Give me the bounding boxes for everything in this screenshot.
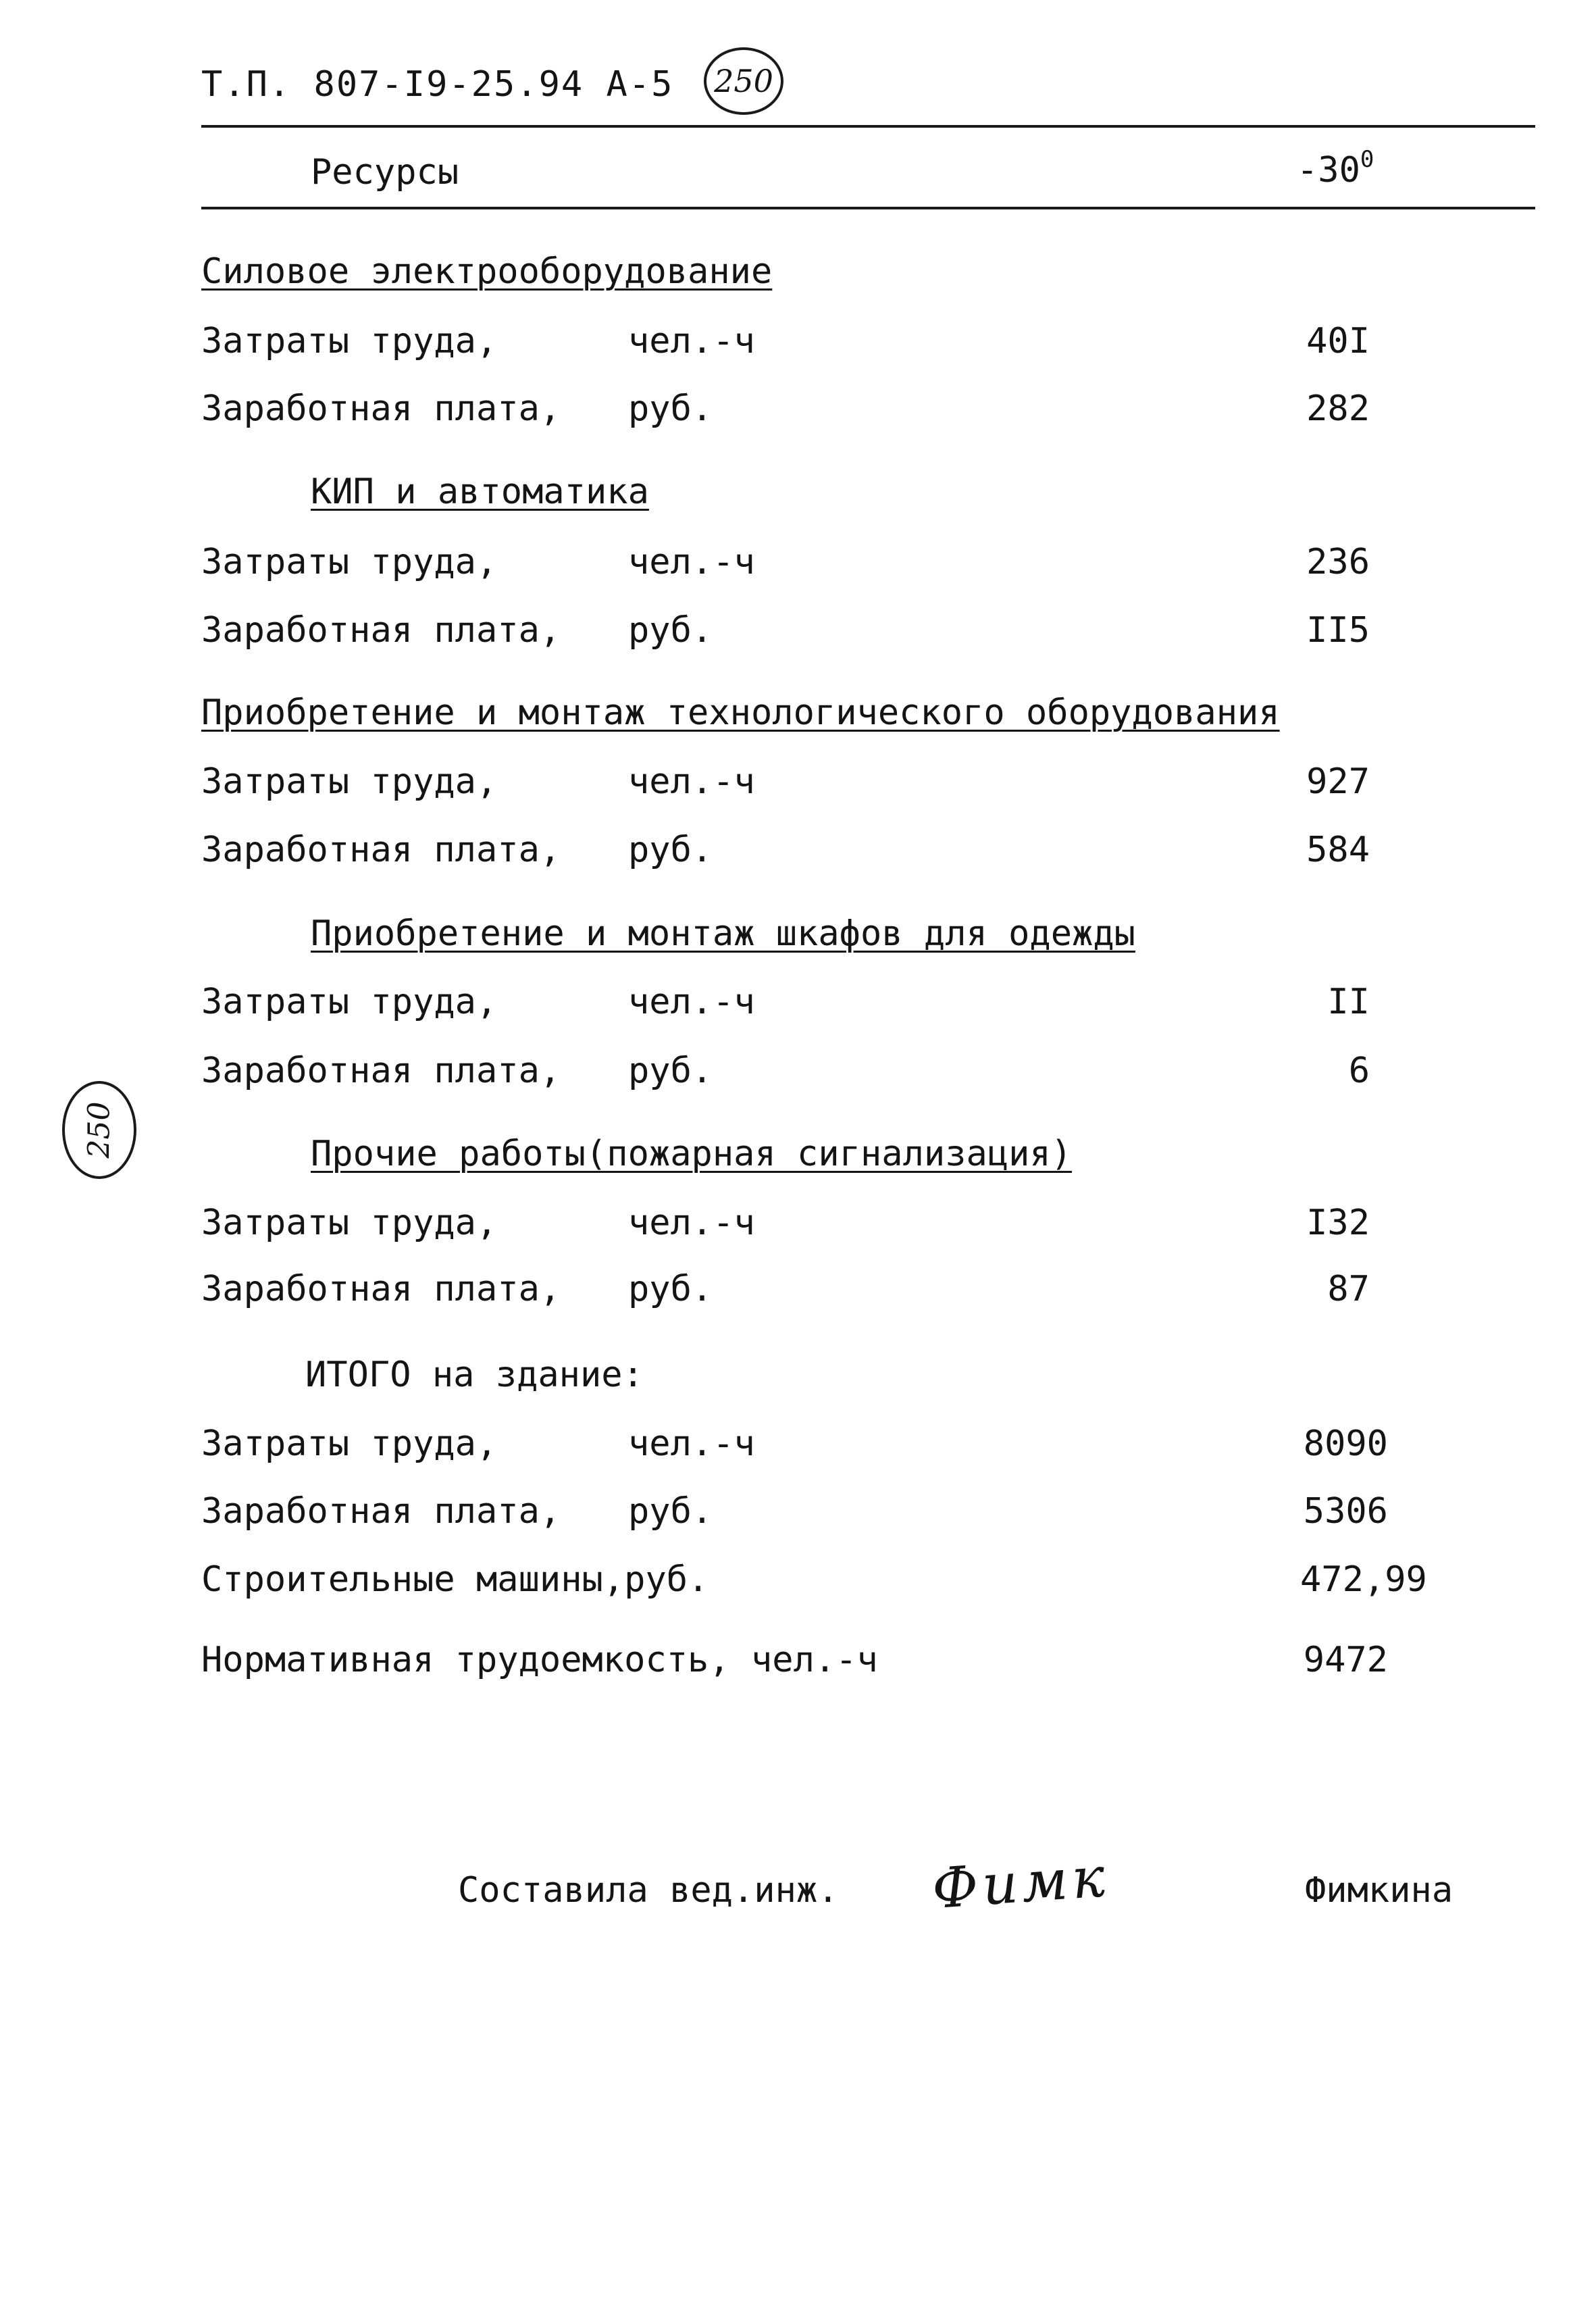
row-unit: руб.	[628, 1051, 713, 1091]
row-label: Затраты труда,	[201, 542, 498, 582]
totals-title: ИТОГО на здание:	[305, 1355, 644, 1395]
section-title: Силовое электрооборудование	[201, 251, 773, 292]
row-label: Заработная плата,	[201, 388, 561, 429]
row-value: 472,99	[1300, 1559, 1427, 1600]
row-value: 6	[1348, 1051, 1370, 1091]
top-rule	[201, 125, 1535, 128]
header-rule	[201, 207, 1535, 209]
page-number-stamp	[704, 47, 783, 115]
row-unit: чел.-ч	[628, 1424, 755, 1464]
row-value: 584	[1306, 830, 1370, 870]
row-value: 87	[1327, 1269, 1370, 1309]
row-value: 40I	[1306, 321, 1370, 361]
row-value: II	[1327, 982, 1370, 1022]
row-unit: чел.-ч	[628, 761, 755, 802]
row-label: Заработная плата,	[201, 1491, 561, 1532]
signature: Фимк	[929, 1844, 1111, 1922]
section-title: КИП и автоматика	[311, 472, 649, 512]
row-label: Заработная плата,	[201, 1269, 561, 1309]
row-value: 927	[1306, 761, 1370, 802]
row-value: II5	[1306, 610, 1370, 651]
row-label: Затраты труда,	[201, 982, 498, 1022]
margin-page-stamp	[62, 1081, 136, 1179]
row-value: 5306	[1303, 1491, 1388, 1532]
margin-page-number: 250	[82, 1101, 117, 1159]
row-unit: руб.	[628, 388, 713, 429]
row-unit: чел.-ч	[628, 1203, 755, 1243]
row-label: Затраты труда,	[201, 1424, 498, 1464]
row-unit: чел.-ч	[628, 982, 755, 1022]
section-title: Приобретение и монтаж шкафов для одежды	[311, 913, 1135, 954]
page-number: 250	[714, 63, 773, 99]
compiled-by-label: Составила вед.инж.	[458, 1870, 839, 1911]
row-label: Затраты труда,	[201, 761, 498, 802]
row-unit: руб.	[628, 830, 713, 870]
temperature-column-header: $-30^0$	[1297, 146, 1374, 191]
author-name: Фимкина	[1305, 1870, 1453, 1911]
row-label: Заработная плата,	[201, 610, 561, 651]
row-unit: руб.	[628, 1269, 713, 1309]
row-label: Заработная плата,	[201, 830, 561, 870]
row-value: 236	[1306, 542, 1370, 582]
normative-label: Нормативная трудоемкость, чел.-ч	[201, 1640, 878, 1680]
row-unit: руб.	[628, 1491, 713, 1532]
section-title: Прочие работы(пожарная сигнализация)	[311, 1134, 1073, 1174]
row-unit: чел.-ч	[628, 321, 755, 361]
section-title: Приобретение и монтаж технологического оборудования	[201, 693, 1280, 733]
row-value: I32	[1306, 1203, 1370, 1243]
row-value: 8090	[1303, 1424, 1388, 1464]
document-code: Т.П. 807-I9-25.94 А-5	[201, 64, 674, 105]
row-value: 282	[1306, 388, 1370, 429]
row-unit: руб.	[628, 610, 713, 651]
row-label: Затраты труда,	[201, 321, 498, 361]
row-label: Затраты труда,	[201, 1203, 498, 1243]
row-label: Строительные машины,руб.	[201, 1559, 709, 1600]
resources-column-header: Ресурсы	[311, 152, 459, 193]
row-unit: чел.-ч	[628, 542, 755, 582]
row-label: Заработная плата,	[201, 1051, 561, 1091]
normative-value: 9472	[1303, 1640, 1388, 1680]
